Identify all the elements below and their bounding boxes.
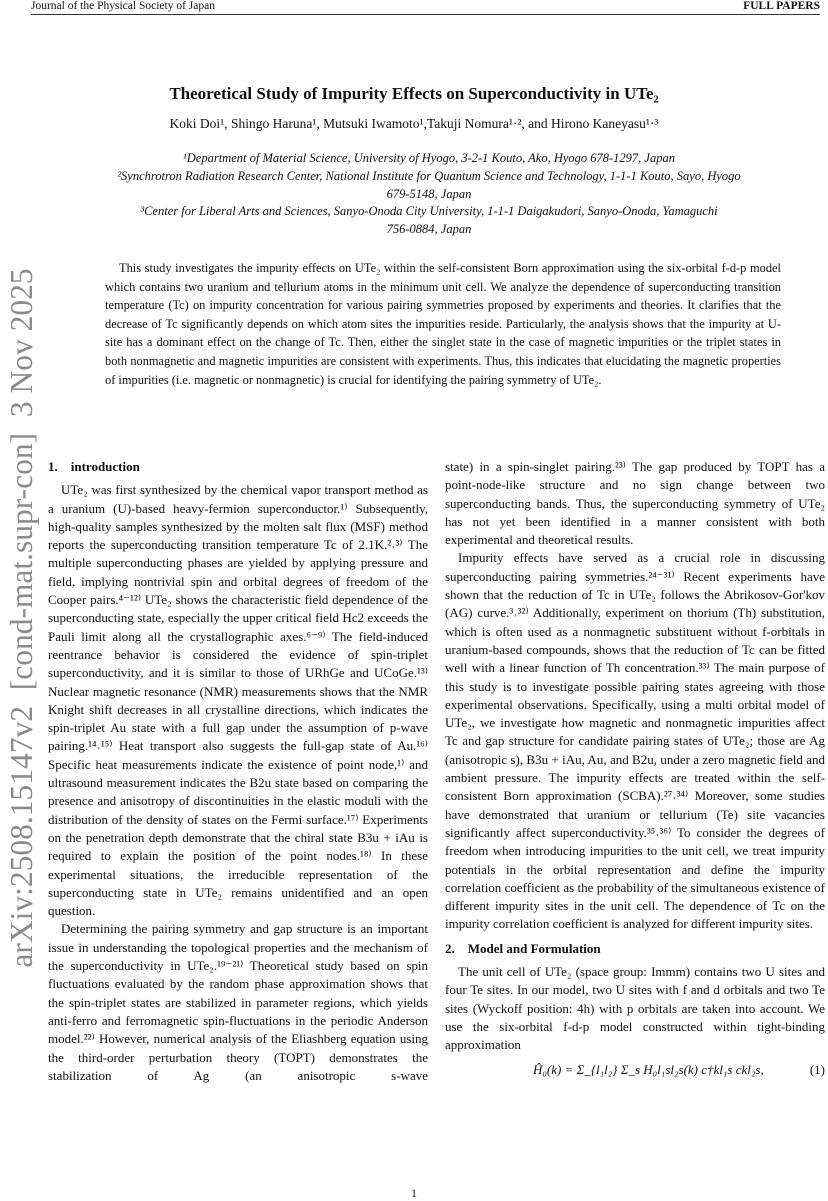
paragraph: Impurity effects have served as a crucial role in discussing superconducting pairing symmetries.²⁴⁻³¹⁾ Recent experiments have shown that the reduction of Tc in UTe₂ follows the Abrikosov-Gor'kov (AG) curve.³˒³²⁾ Additionally, experiment on thorium (Th) substitution, which is often used as a nonmagnetic substituent without f-orbitals in uranium-based compounds, shows that the reduction of Tc can be fitted well with a linear function of Th concentration.³³⁾ The main purpose of this study is to investigate possible pairing states agreeing with those experimental observations. Specifically, using a multi orbital model of UTe₂, we investigate how magnetic and nonmagnetic impurities affect Tc and gap structure for candidate pairing states of UTe₂; those are Ag (anisotropic s), B3u + iAu, Au, and B2u, under a zero magnetic field and ambient pressure. The impurity effects are treated within the self-consistent Born approximation (SCBA).²⁷˒³⁴⁾ Moreover, some studies have demonstrated that uranium or tellurium (Te) site vacancies significantly affect superconductivity.³⁵˒³⁶⁾ To consider the degrees of freedom when introducing impurities to the unit cell, we treat impurity potentials in the orbital representation and define the impurity correlation coefficient as the probability of the simultaneous existence of different impurity sites in the unit cell. The dependence of Tc on the impurity correlation coefficient is analyzed for different impurity sites. [445,550,825,932]
paragraph: state) in a spin-singlet pairing.²³⁾ The gap produced by TOPT has a point-node-like structure and no sign change between two superconducting bands. Thus, the superconducting symmetry of UTe₂ has not yet been identified in a manner consistent with both experimental and theoretical results. [445,459,825,548]
equation-body: Ĥ₀(k) = Σ_{l₁l₂} Σ_s H₀l₁sl₂s(k) c†kl₁s ckl₂s, [533,1061,764,1077]
equation-number: (1) [809,1061,825,1077]
page-number: 1 [411,1186,417,1200]
paper-title: Theoretical Study of Impurity Effects on Superconductivity in UTe₂ [169,84,659,103]
affiliation: ²Synchrotron Radiation Research Center, National Institute for Quantum Science and Technology, 1-1-1 Kouto, Sayo, Hyogo 679-5148, Japan [117,168,741,201]
affiliation: ³Center for Liberal Arts and Sciences, Sanyo-Onoda City University, 1-1-1 Daigakudori, Sanyo-Onoda, Yamaguchi 756-0884, Japan [140,204,718,237]
paragraph: Determining the pairing symmetry and gap structure is an important issue in understanding the topological properties and the mechanism of the superconductivity in UTe₂.¹⁹⁻²¹⁾ Theoretical study based on spin fluctuations evaluated by the random phase approximation shows that the spin-triplet states are stabilized in parameter regions, which yields anti-ferro and ferromagnetic spin-fluctuations in the periodic Anderson model.²²⁾ However, numerical analysis of the Eliashberg equation using the third-order perturbation theory (TOPT) demonstrates the stabilization of Ag (an anisotropic s-wave [48,921,428,1083]
paragraph: UTe₂ was first synthesized by the chemical vapor transport method as a uranium (U)-based heavy-fermion superconductor.¹⁾ Subsequently, high-quality samples synthesized by the molten salt flux (MSF) method reports the superconducting transition temperature Tc of 2.1K.²˒³⁾ The multiple superconducting phases are yielded by applying pressure and field, implying nontrivial spin and orbital degrees of freedom of the Cooper pairs.⁴⁻¹²⁾ UTe₂ shows the characteristic field dependence of the superconducting state, especially the upper critical field Hc2 exceeds the Pauli limit along all the crystallographic axes.⁶⁻⁹⁾ The field-induced reentrance behavior is considered the evidence of spin-triplet superconductivity, and it is similar to those of URhGe and UCoGe.¹³⁾ Nuclear magnetic resonance (NMR) measurements shows that the NMR Knight shift decreases in all crystalline directions, which indicates the spin-triplet Au state with a full gap under the assumption of p-wave pairing.¹⁴˒¹⁵⁾ Heat transport also suggests the full-gap state of Au.¹⁶⁾ Specific heat measurements indicate the existence of point node,¹⁾ and ultrasound measurement indicates the B2u state based on comparing the presence and anisotropy of discontinuities in the elastic moduli with the distribution of the density of states on the Fermi surface.¹⁷⁾ Experiments on the penetration depth demonstrate that the chiral state B3u + iAu is required to explain the position of the point nodes.¹⁸⁾ In these experimental situations, the irreducible representation of the superconducting state in UTe₂ remains unidentified and an open question. [48,482,428,919]
section-heading: 1. introduction [48,459,140,474]
section-heading: 2. Model and Formulation [445,940,601,956]
author-list: Koki Doi¹, Shingo Haruna¹, Mutsuki Iwamoto¹,Takuji Nomura¹·², and Hirono Kaneyasu¹·³ [169,116,659,131]
abstract: This study investigates the impurity effects on UTe₂ within the self-consistent Born approximation using the six-orbital f-d-p model which contains two uranium and tellurium atoms in the minimum unit cell. We analyze the dependence of superconducting transition temperature (Tc) on impurity concentration for various pairing symmetries proposed by experiments and theories. It clarifies that the decrease of Tc significantly depends on which atom sites the impurities reside. Particularly, the analysis shows that the impurity at U-site has a dominant effect on the change of Tc. Then, either the singlet state in the case of magnetic impurities or the triplet states in both nonmagnetic and magnetic impurities are consistent with experiments. Thus, this indicates that elucidating the magnetic properties of impurities (i.e. magnetic or nonmagnetic) is crucial for identifying the pairing symmetry of UTe₂. [105,261,781,387]
affiliations [100,150,758,239]
arxiv-stamp: arXiv:2508.15147v2 [cond-mat.supr-con] 3 Nov 2025 [4,268,39,968]
paragraph: The unit cell of UTe₂ (space group: Immm) contains two U sites and four Te sites. In our model, two U sites with f and d orbitals and two Te sites (Wyckoff position: 4h) with p orbitals are taken into account. We use the six-orbital f-d-p model constructed within tight-binding approximation [445,964,825,1053]
running-header [31,0,820,15]
journal-name: Journal of the Physical Society of Japan [31,0,215,12]
equation-1 [445,1059,825,1099]
section-label: FULL PAPERS [743,0,820,12]
affiliation: ¹Department of Material Science, University of Hyogo, 3-2-1 Kouto, Ako, Hyogo 678-1297, Japan [183,151,675,165]
left-column [48,458,428,1085]
right-column [445,458,825,1099]
